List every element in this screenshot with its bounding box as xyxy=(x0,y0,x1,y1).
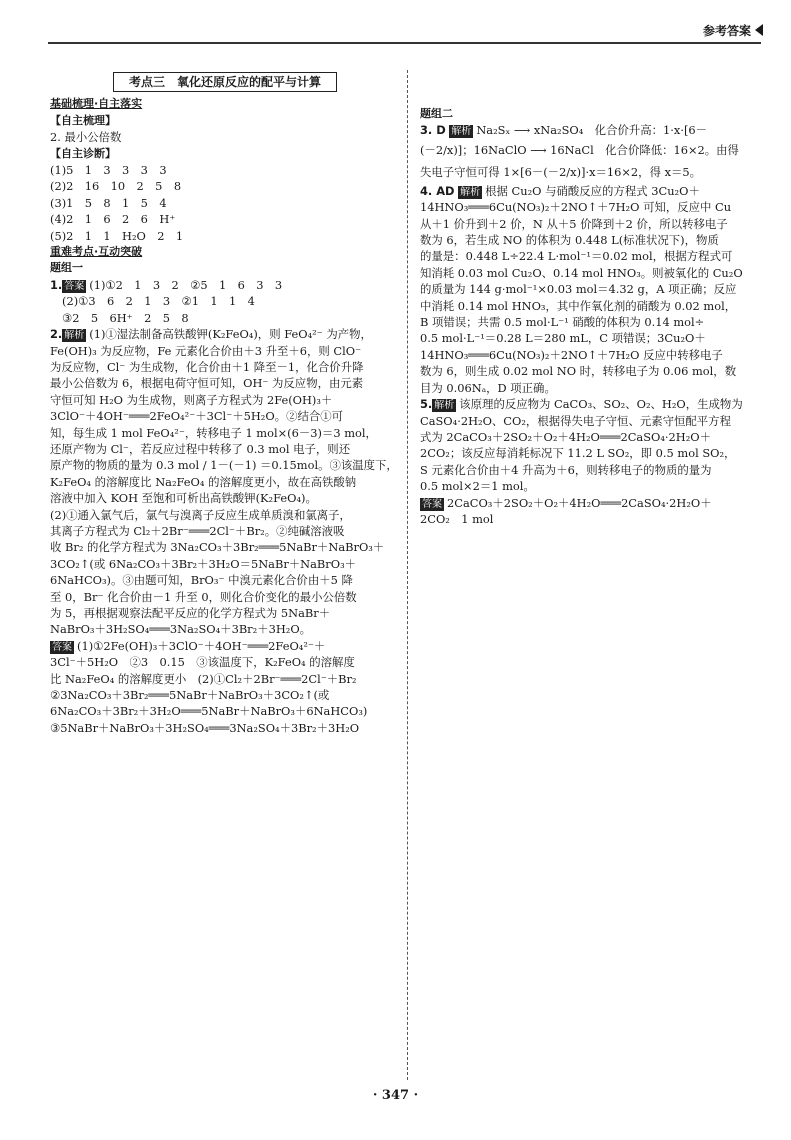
right-column xyxy=(420,106,765,527)
q2-text: 6NaHCO₃)。③由题可知，BrO₃⁻ 中溴元素化合价由＋5 降 xyxy=(50,573,353,588)
q3-text: 失电子守恒可得 1×[6－(－2/x)]·x＝16×2，得 x＝5。 xyxy=(420,164,702,179)
diag-line: (3)1 5 8 1 5 4 xyxy=(50,195,167,210)
q2-line xyxy=(50,326,400,342)
q4-line xyxy=(420,183,765,199)
subheading-self-diagnosis: 【自主诊断】 xyxy=(50,146,116,160)
analysis-tag: 解析 xyxy=(451,126,472,138)
q3-line xyxy=(420,122,765,138)
section-title: 考点三 氧化还原反应的配平与计算 xyxy=(113,72,337,92)
header-rule xyxy=(48,42,761,44)
diag-line: (1)5 1 3 3 3 3 xyxy=(50,163,167,178)
q2-text: NaBrO₃＋3H₂SO₄═══3Na₂SO₄＋3Br₂＋3H₂O。 xyxy=(50,622,312,637)
heading-key-points: 重难考点·互动突破 xyxy=(50,245,143,259)
q4-text: 根据 Cu₂O 与硝酸反应的方程式 3Cu₂O＋ xyxy=(485,183,700,198)
left-column xyxy=(50,72,400,736)
q1-number: 1. xyxy=(50,277,63,292)
q2-text: 最小公倍数为 6，根据电荷守恒可知，OH⁻ 为反应物，由元素 xyxy=(50,376,364,391)
header-title: 参考答案 xyxy=(702,24,751,38)
q4-text: 中消耗 0.14 mol HNO₃，其中作氧化剂的硝酸为 0.02 mol， xyxy=(420,298,737,313)
q4-text: 知消耗 0.03 mol Cu₂O、0.14 mol HNO₃。则被氧化的 Cu₂O xyxy=(420,265,743,280)
q5-text: 式为 2CaCO₃＋2SO₂＋O₂＋4H₂O═══2CaSO₄·2H₂O＋ xyxy=(420,429,712,444)
item-lcm: 2. 最小公倍数 xyxy=(50,130,122,145)
q5-text: CaSO₄·2H₂O、CO₂，根据得失电子守恒、元素守恒配平方程 xyxy=(420,413,731,428)
q2-text: 守恒可知 H₂O 为生成物，则离子方程式为 2Fe(OH)₃＋ xyxy=(50,392,333,407)
q2-text: K₂FeO₄ 的溶解度比 Na₂FeO₄ 的溶解度更小，故在高铁酸钠 xyxy=(50,474,357,489)
analysis-tag: 解析 xyxy=(64,330,85,342)
q2-text: 至 0，Br⁻ 化合价由－1 升至 0，则化合价变化的最小公倍数 xyxy=(50,589,357,604)
q4-text: 的质量为 144 g·mol⁻¹×0.03 mol＝4.32 g，A 项正确；反应 xyxy=(420,282,737,297)
q4-text: 数为 6，若生成 NO 的体积为 0.448 L(标准状况下)，物质 xyxy=(420,233,719,248)
q2-text: 知，每生成 1 mol FeO₄²⁻，转移电子 1 mol×(6－3)＝3 mol， xyxy=(50,425,377,440)
a5-line xyxy=(420,495,765,511)
a2-text: 3Cl⁻＋5H₂O ②3 0.15 ③该温度下，K₂FeO₄ 的溶解度 xyxy=(50,655,355,670)
q1-text: (2)①3 6 2 1 3 ②1 1 1 4 xyxy=(62,294,255,309)
column-divider xyxy=(407,70,408,1080)
q4-text: 14HNO₃═══6Cu(NO₃)₂＋2NO↑＋7H₂O 可知，反应中 Cu xyxy=(420,200,732,215)
q2-text: (1)①湿法制备高铁酸钾(K₂FeO₄)，则 FeO₄²⁻ 为产物， xyxy=(89,327,372,342)
a2-text: ③5NaBr＋NaBrO₃＋3H₂SO₄═══3Na₂SO₄＋3Br₂＋3H₂O xyxy=(50,720,360,735)
q5-text: S 元素化合价由＋4 升高为＋6，则转移电子的物质的量为 xyxy=(420,462,712,477)
q2-number: 2. xyxy=(50,327,63,342)
triangle-left-icon xyxy=(755,24,763,36)
q4-text: B 项错误；共需 0.5 mol·L⁻¹ 硝酸的体积为 0.14 mol÷ xyxy=(420,315,705,330)
page-header xyxy=(703,22,763,39)
q2-text: 收 Br₂ 的化学方程式为 3Na₂CO₃＋3Br₂═══5NaBr＋NaBrO₃＋ xyxy=(50,540,385,555)
analysis-tag: 解析 xyxy=(434,400,455,412)
q2-text: 还原产物为 Cl⁻，若反应过程中转移了 0.3 mol 电子，则还 xyxy=(50,441,351,456)
q4-text: 从＋1 价升到＋2 价，N 从＋5 价降到＋2 价，所以转移电子 xyxy=(420,216,728,231)
a2-text: 6Na₂CO₃＋3Br₂＋3H₂O═══5NaBr＋NaBrO₃＋6NaHCO₃) xyxy=(50,704,368,719)
q2-text: (2)①通入氯气后，氯气与溴离子反应生成单质溴和氯离子， xyxy=(50,507,351,522)
analysis-tag: 解析 xyxy=(460,186,481,198)
q3-text: Na₂Sₓ ⟶ xNa₂SO₄ 化合价升高：1·x·[6－ xyxy=(476,123,708,138)
q2-text: 为 5，再根据观察法配平反应的化学方程式为 5NaBr＋ xyxy=(50,606,331,620)
a2-text: ②3Na₂CO₃＋3Br₂═══5NaBr＋NaBrO₃＋3CO₂↑(或 xyxy=(50,688,330,703)
q3-number: 3. D xyxy=(420,123,446,138)
q5-text: 0.5 mol×2＝1 mol。 xyxy=(420,479,535,494)
q1-text: (1)①2 1 3 2 ②5 1 6 3 3 xyxy=(89,277,283,292)
group-two-label: 题组二 xyxy=(420,107,453,120)
a5-text: 2CO₂ 1 mol xyxy=(420,511,494,526)
q1-text: ③2 5 6H⁺ 2 5 8 xyxy=(62,310,189,325)
q5-text: 该原理的反应物为 CaCO₃、SO₂、O₂、H₂O，生成物为 xyxy=(459,397,743,412)
q5-number: 5. xyxy=(420,397,433,412)
q2-text: 3ClO⁻＋4OH⁻═══2FeO₄²⁻＋3Cl⁻＋5H₂O。②结合①可 xyxy=(50,409,344,424)
q4-text: 14HNO₃═══6Cu(NO₃)₂＋2NO↑＋7H₂O 反应中转移电子 xyxy=(420,347,723,362)
q5-line xyxy=(420,396,765,412)
diag-line: (5)2 1 1 H₂O 2 1 xyxy=(50,228,184,243)
q4-number: 4. AD xyxy=(420,183,455,198)
q2-text: 其离子方程式为 Cl₂＋2Br⁻═══2Cl⁻＋Br₂。②纯碱溶液吸 xyxy=(50,523,345,538)
q2-text: 溶液中加入 KOH 至饱和可析出高铁酸钾(K₂FeO₄)。 xyxy=(50,491,317,506)
a2-text: 比 Na₂FeO₄ 的溶解度更小 (2)①Cl₂＋2Br⁻═══2Cl⁻＋Br₂ xyxy=(50,671,357,686)
answer-tag: 答案 xyxy=(422,498,442,510)
group-one-label: 题组一 xyxy=(50,261,83,275)
diag-line: (4)2 1 6 2 6 H⁺ xyxy=(50,212,176,227)
a5-text: 2CaCO₃＋2SO₂＋O₂＋4H₂O═══2CaSO₄·2H₂O＋ xyxy=(447,495,712,510)
answer-tag: 答案 xyxy=(52,641,72,653)
diag-line: (2)2 16 10 2 5 8 xyxy=(50,179,182,194)
a2-line xyxy=(50,638,400,654)
q4-text: 0.5 mol·L⁻¹＝0.28 L＝280 mL，C 项错误；3Cu₂O＋ xyxy=(420,331,706,346)
q4-text: 目为 0.06Nₐ，D 项正确。 xyxy=(420,380,556,395)
answer-tag: 答案 xyxy=(64,280,85,292)
q4-text: 数为 6，则生成 0.02 mol NO 时，转移电子为 0.06 mol，数 xyxy=(420,364,737,379)
q2-text: Fe(OH)₃ 为反应物，Fe 元素化合价由＋3 升至＋6，则 ClO⁻ xyxy=(50,343,362,358)
q1-line xyxy=(50,277,400,293)
q3-text: (－2/x)]；16NaClO ⟶ 16NaCl 化合价降低：16×2。由得 xyxy=(420,142,739,157)
subheading-self-review: 【自主梳理】 xyxy=(50,113,116,127)
page-number: · 347 · xyxy=(372,1088,419,1103)
heading-basic: 基础梳理·自主落实 xyxy=(50,97,143,111)
q2-text: 原产物的物质的量为 0.3 mol / 1－(－1) ＝0.15mol。③该温度下， xyxy=(50,458,398,473)
q2-text: 为反应物，Cl⁻ 为生成物，化合价由＋1 降至－1，化合价升降 xyxy=(50,359,364,374)
q2-text: 3CO₂↑(或 6Na₂CO₃＋3Br₂＋3H₂O＝5NaBr＋NaBrO₃＋ xyxy=(50,556,357,571)
a2-text: (1)①2Fe(OH)₃＋3ClO⁻＋4OH⁻═══2FeO₄²⁻＋ xyxy=(77,638,326,653)
q5-text: 2CO₂；该反应每消耗标况下 11.2 L SO₂，即 0.5 mol SO₂， xyxy=(420,446,736,461)
q4-text: 的量是：0.448 L÷22.4 L·mol⁻¹＝0.02 mol，根据方程式可 xyxy=(420,249,733,264)
